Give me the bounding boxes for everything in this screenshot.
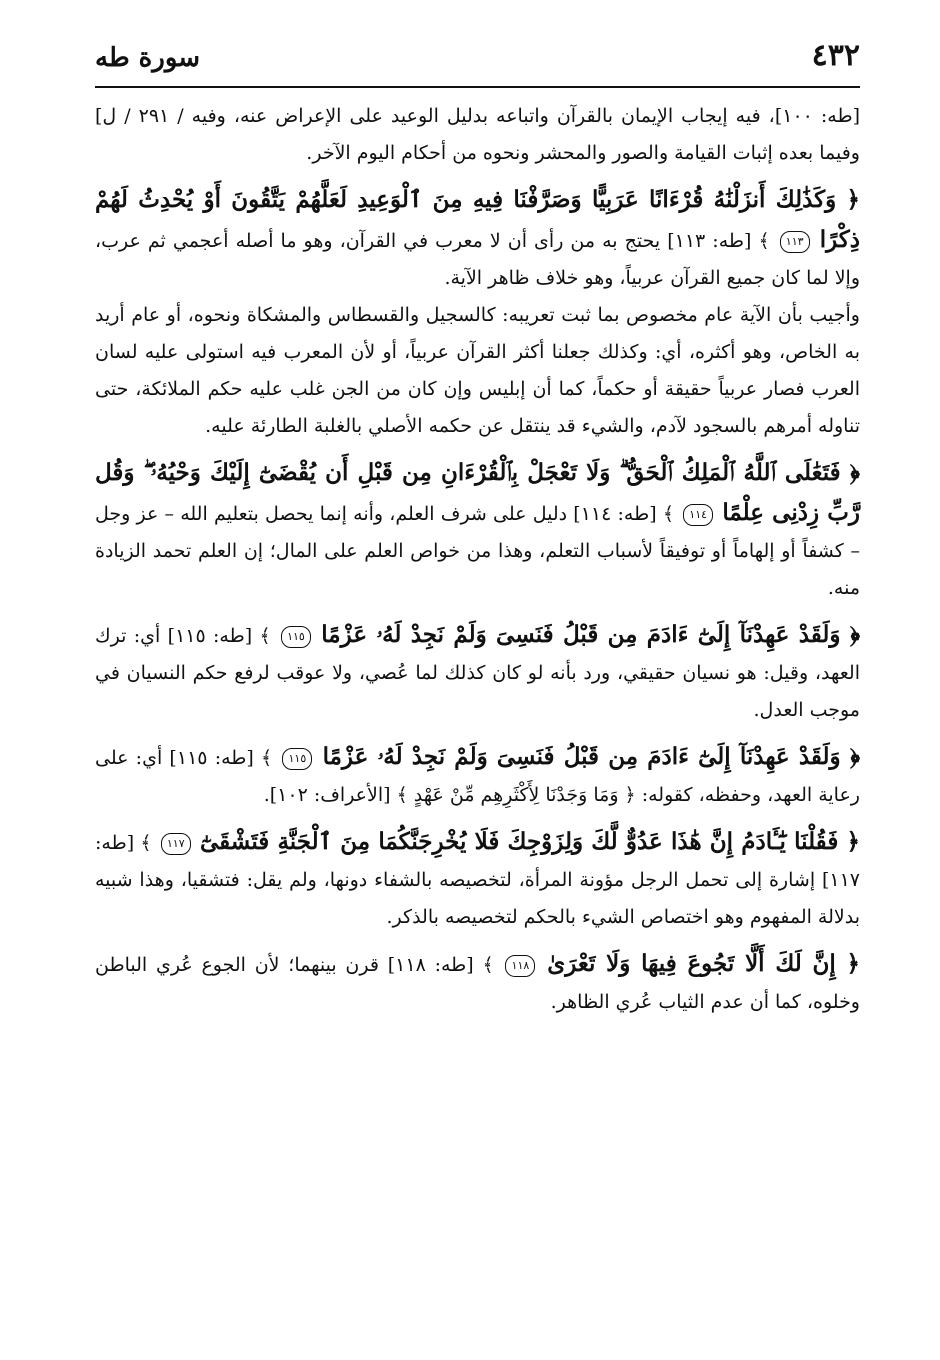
verse-commentary: ﴾ [طه: ١١٧] إشارة إلى تحمل الرجل مؤونة المرأة، لتخصيصه بالشفاء دونها، ولم يقل: فتشقيا، وهذا شبيه بدلالة المفهوم وهو اختصاص الشيء بالحكم لتخصيصه بالذكر.: [95, 832, 860, 928]
quran-verse: ﴿ فَقُلْنَا يَٰٓـَٔادَمُ إِنَّ هَٰذَا عَدُوٌّ لَّكَ وَلِزَوْجِكَ فَلَا يُخْرِجَنَّكُمَا مِنَ ٱلْجَنَّةِ فَتَشْقَىٰٓ: [200, 828, 861, 855]
verse-paragraph: [95, 822, 860, 936]
commentary-paragraph: وأجيب بأن الآية عام مخصوص بما ثبت تعريبه: كالسجيل والقسطاس والمشكاة ونحوه، أو عام أريد به الخاص، وهو أكثره، أي: وكذلك جعلنا أكثر القرآن عربياً، أو لأن المعرب فيه استولى عليه لسان العرب فصار عربياً حقيقة أو حكماً، كما أن إبليس وإن كان من الجن غلب عليه حكم الملائكة، حتى تناوله أمرهم بالسجود لآدم، والشيء قد ينتقل عن حكمه الأصلي بالغلبة الطارئة عليه.: [95, 304, 860, 437]
quran-verse: ﴿ إِنَّ لَكَ أَلَّا تَجُوعَ فِيهَا وَلَا تَعْرَىٰ: [547, 950, 860, 977]
verse-paragraph: [95, 737, 860, 814]
quran-verse: ﴿ فَتَعَٰلَى ٱللَّهُ ٱلْمَلِكُ ٱلْحَقُّ ۗ وَلَا تَعْجَلْ بِٱلْقُرْءَانِ مِن قَبْلِ أَن يُقْضَىٰٓ إِلَيْكَ وَحْيُهُۥ ۖ وَقُل رَّبِّ زِدْنِى عِلْمًا: [95, 459, 861, 526]
verse-commentary: ﴾ [طه: ١١٨] قرن بينهما؛ لأن الجوع عُري الباطن وخلوه، كما أن عدم الثياب عُري الظاهر.: [95, 954, 860, 1013]
ayah-number-marker: ١١٣: [780, 231, 810, 253]
verse-paragraph: [95, 180, 860, 297]
ayah-number-marker: ١١٧: [161, 833, 191, 855]
ayah-number-marker: ١١٤: [683, 504, 713, 526]
commentary-paragraph: [طه: ١٠٠]، فيه إيجاب الإيمان بالقرآن واتباعه بدليل الوعيد على الإعراض عنه، وفيه / ٢٩١ / ل] وفيما بعده إثبات القيامة والصور والمحشر ونحوه من أحكام اليوم الآخر.: [95, 105, 860, 164]
verse-commentary: ﴾ [طه: ١١٥] أي: ترك العهد، وقيل: هو نسيان حقيقي، ورد بأنه لو كان كذلك لما عُصي، ولا عوقب لرفع حكم النسيان في موجب العدل.: [95, 625, 860, 721]
ayah-number-marker: ١١٥: [282, 748, 312, 770]
verse-commentary: ﴾ [طه: ١١٤] دليل على شرف العلم، وأنه إنما يحصل بتعليم الله – عز وجل – كشفاً أو إلهاماً أو توفيقاً لأسباب التعلم، وهذا من خواص العلم على المال؛ إن العلم تحمد الزيادة منه.: [95, 503, 860, 599]
verse-commentary: ﴾ [طه: ١١٣] يحتج به من رأى أن لا معرب في القرآن، وهو ما أصله أعجمي ثم عرب، وإلا لما كان جميع القرآن عربياً، وهو خلاف ظاهر الآية.: [95, 230, 860, 289]
document-page: [95, 30, 860, 1021]
verse-paragraph: [95, 944, 860, 1021]
page-number: ٤٣٢: [811, 38, 860, 73]
ayah-number-marker: ١١٥: [281, 626, 311, 648]
surah-title: سورة طه: [95, 43, 201, 73]
verse-commentary: ﴾ [طه: ١١٥] أي: على رعاية العهد، وحفظه، كقوله: ﴿ وَمَا وَجَدْنَا لِأَكْثَرِهِم مِّنْ عَهْدٍ ﴾ [الأعراف: ١٠٢].: [95, 747, 860, 806]
page-header: [95, 30, 860, 88]
quran-verse: ﴿ وَلَقَدْ عَهِدْنَآ إِلَىٰٓ ءَادَمَ مِن قَبْلُ فَنَسِىَ وَلَمْ نَجِدْ لَهُۥ عَزْمًا: [321, 621, 861, 648]
quran-verse: ﴿ وَلَقَدْ عَهِدْنَآ إِلَىٰٓ ءَادَمَ مِن قَبْلُ فَنَسِىَ وَلَمْ نَجِدْ لَهُۥ عَزْمًا: [322, 743, 861, 770]
page-body: [95, 88, 860, 1021]
verse-paragraph: [95, 453, 860, 607]
verse-paragraph: [95, 615, 860, 729]
ayah-number-marker: ١١٨: [505, 955, 535, 977]
quran-verse: ﴿ وَكَذَٰلِكَ أَنزَلْنَٰهُ قُرْءَانًا عَرَبِيًّا وَصَرَّفْنَا فِيهِ مِنَ ٱلْوَعِيدِ لَعَلَّهُمْ يَتَّقُونَ أَوْ يُحْدِثُ لَهُمْ ذِكْرًا: [95, 186, 860, 253]
